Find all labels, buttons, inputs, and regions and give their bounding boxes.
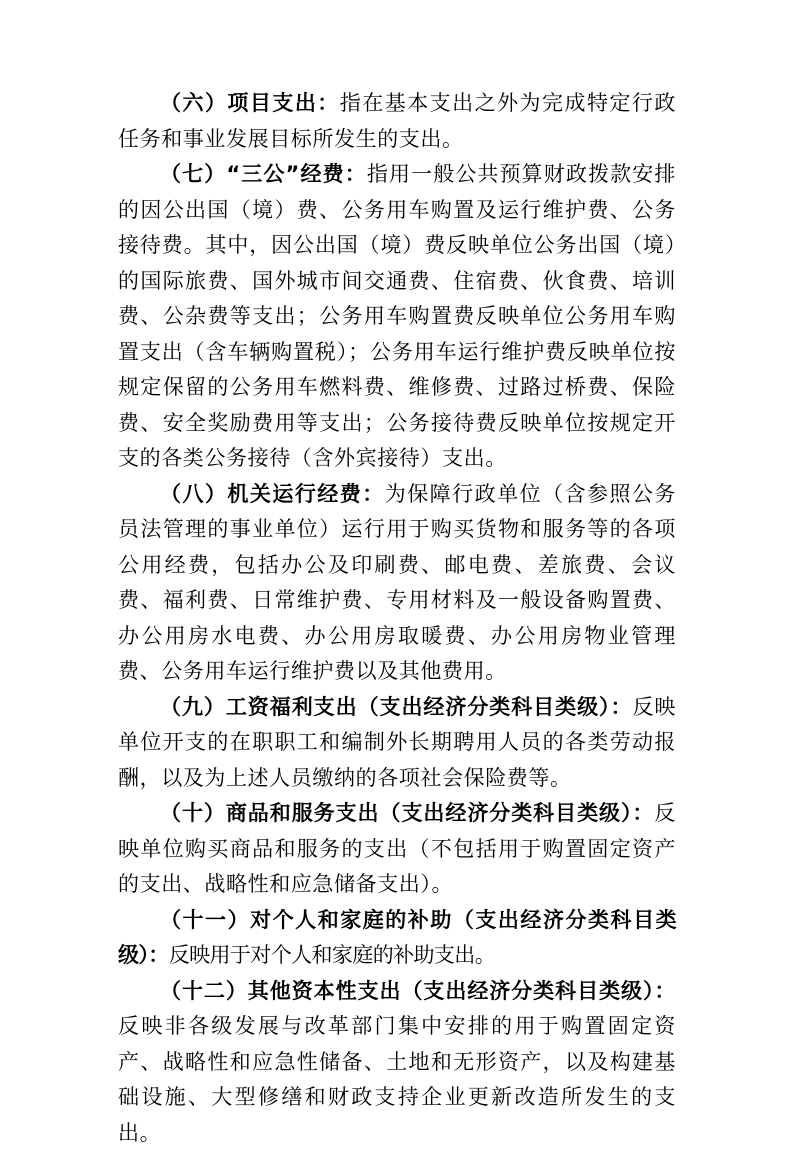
paragraph-text: 反映单位开支的在职职工和编制外长期聘用人员的各类劳动报酬，以及为上述人员缴纳的各项社会保险费等。 (118, 695, 676, 790)
paragraph-other-capital-expenditure (118, 974, 676, 1151)
paragraph-salary-welfare (118, 690, 676, 797)
paragraph-heading: （十一）对个人和家庭的补助（支出经济分类科目类级）： (118, 908, 676, 968)
paragraph-heading: （六）项目支出： (160, 91, 340, 115)
paragraph-text: 指在基本支出之外为完成特定行政任务和事业发展目标所发生的支出。 (118, 91, 676, 151)
paragraph-heading: （七）“三公”经费： (160, 162, 367, 186)
paragraph-project-expenditure (118, 86, 676, 157)
paragraph-goods-services (118, 796, 676, 903)
paragraph-heading: （九）工资福利支出（支出经济分类科目类级）： (160, 695, 632, 719)
paragraph-heading: （十二）其他资本性支出（支出经济分类科目类级）： (160, 979, 676, 1003)
paragraph-household-subsidy (118, 903, 676, 974)
paragraph-heading: （十）商品和服务支出（支出经济分类科目类级）： (160, 801, 654, 825)
paragraph-three-public-expenses (118, 157, 676, 477)
paragraph-text: 反映用于对个人和家庭的补助支出。 (169, 943, 495, 967)
document-body (118, 86, 676, 1151)
paragraph-text: 反映非各级发展与改革部门集中安排的用于购置固定资产、战略性和应急性储备、土地和无形资产，以及构建基础设施、大型修缮和财政支持企业更新改造所发生的支出。 (118, 1014, 676, 1145)
paragraph-office-operating-expenses (118, 477, 676, 690)
paragraph-text: 为保障行政单位（含参照公务员法管理的事业单位）运行用于购买货物和服务等的各项公用经费，包括办公及印刷费、邮电费、差旅费、会议费、福利费、日常维护费、专用材料及一般设备购置费、办公用房水电费、办公用房取暖费、办公用房物业管理费、公务用车运行维护费以及其他费用。 (118, 482, 676, 684)
paragraph-heading: （八）机关运行经费： (160, 482, 385, 506)
paragraph-text: 反映单位购买商品和服务的支出（不包括用于购置固定资产的支出、战略性和应急储备支出）。 (118, 801, 676, 896)
paragraph-text: 指用一般公共预算财政拨款安排的因公出国（境）费、公务用车购置及运行维护费、公务接待费。其中，因公出国（境）费反映单位公务出国（境）的国际旅费、国外城市间交通费、住宿费、伙食费、培训费、公杂费等支出；公务用车购置费反映单位公务用车购置支出（含车辆购置税）；公务用车运行维护费反映单位按规定保留的公务用车燃料费、维修费、过路过桥费、保险费、安全奖励费用等支出；公务接待费反映单位按规定开支的各类公务接待（含外宾接待）支出。 (118, 162, 676, 470)
